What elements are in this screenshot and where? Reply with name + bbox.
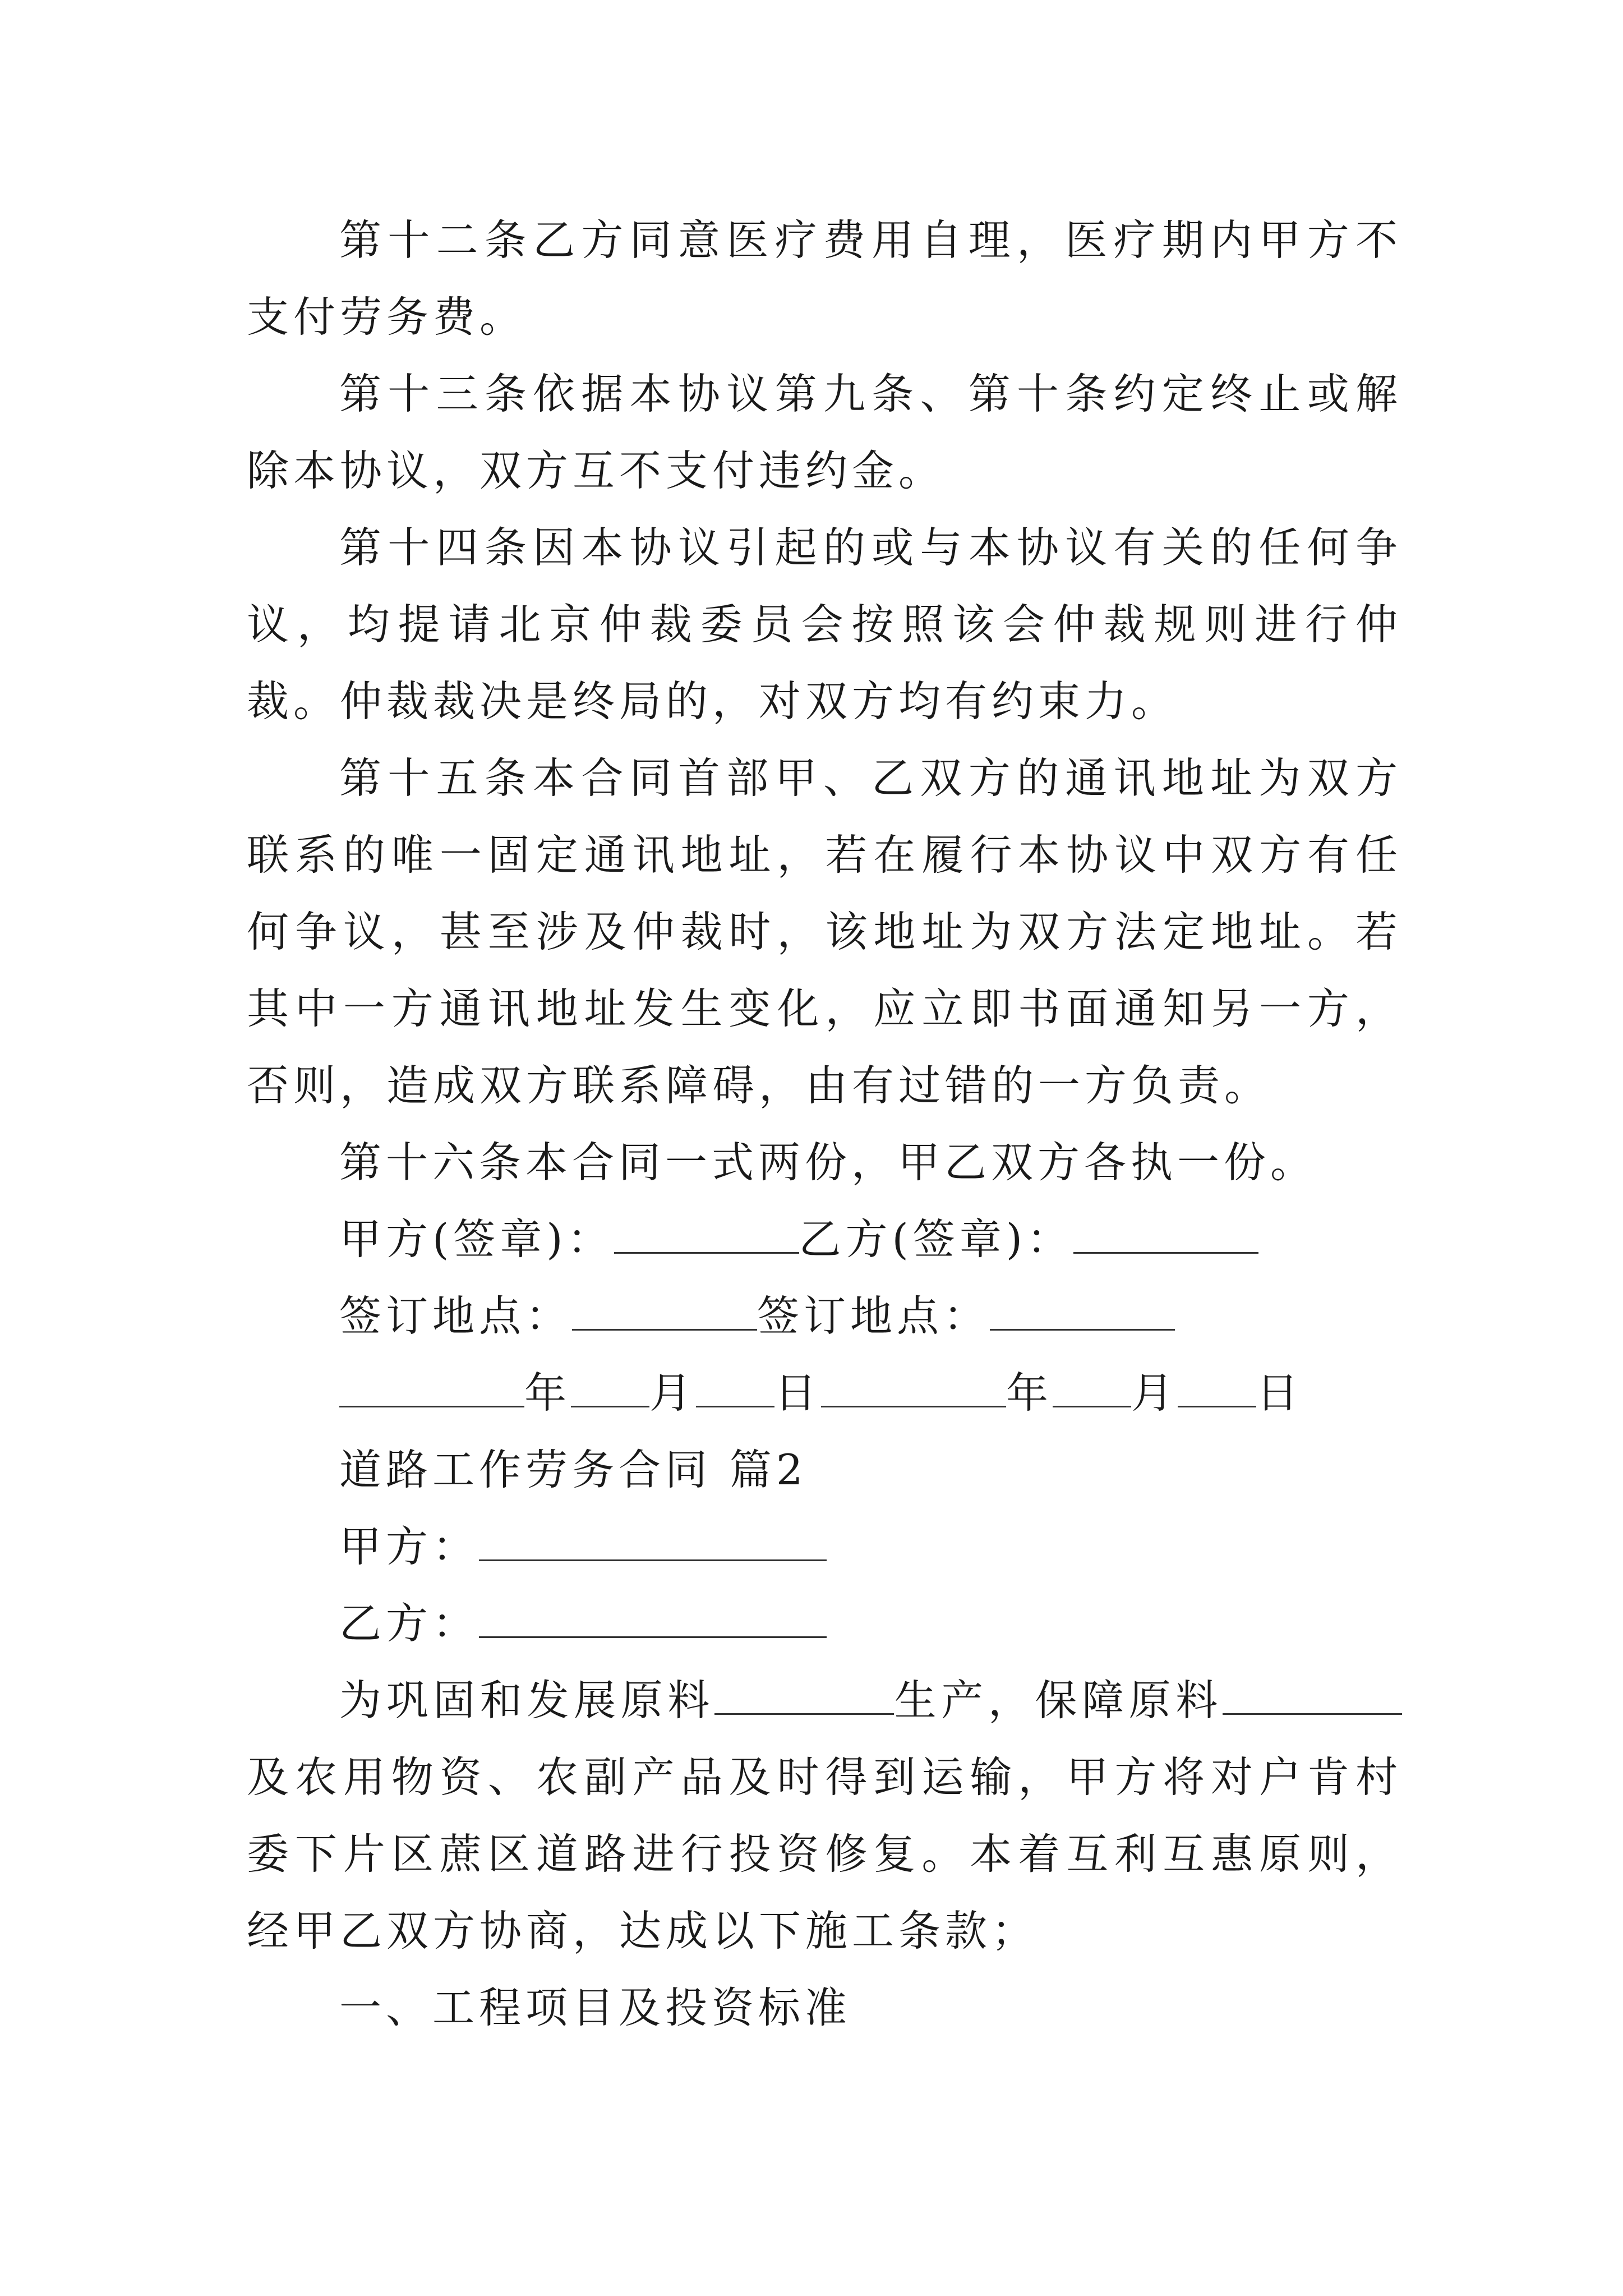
section-title: 道路工作劳务合同 篇2 <box>339 1445 808 1494</box>
year-label-a: 年 <box>524 1368 571 1418</box>
day-label-a: 日 <box>774 1368 822 1418</box>
party-b-label: 乙方： <box>339 1599 479 1648</box>
year-label-b: 年 <box>1006 1368 1053 1418</box>
party-b-blank <box>479 1597 827 1638</box>
year-blank-b <box>821 1366 1006 1407</box>
month-blank-b <box>1053 1366 1131 1407</box>
raw-material-blank-2 <box>1223 1674 1402 1715</box>
day-label-b: 日 <box>1256 1368 1303 1418</box>
intro-part-1: 为巩固和发展原料 <box>339 1676 714 1725</box>
year-blank-a <box>339 1366 524 1407</box>
signing-place-label-a: 签订地点： <box>339 1291 573 1341</box>
party-b-sign-blank <box>1073 1213 1258 1254</box>
party-a-sign-label: 甲方(签章)： <box>339 1214 614 1264</box>
heading-project-investment: 一、工程项目及投资标准 <box>339 1983 852 2032</box>
clause-16: 第十六条本合同一式两份，甲乙双方各执一份。 <box>339 1138 1317 1187</box>
signing-place-line <box>247 1278 1402 1355</box>
signing-place-label-b: 签订地点： <box>757 1291 990 1341</box>
month-blank-a <box>571 1366 649 1407</box>
party-b-sign-label: 乙方(签章)： <box>799 1214 1074 1264</box>
party-a-sign-blank <box>614 1213 799 1254</box>
month-label-b: 月 <box>1131 1368 1178 1418</box>
signing-place-blank-a <box>572 1290 757 1331</box>
intro-paragraph <box>247 1662 1402 1970</box>
intro-part-2: 生产，保障原料 <box>894 1676 1223 1725</box>
party-a-line <box>247 1508 1402 1585</box>
intro-part-3: 及农用物资、农副产品及时得到运输，甲方将对户肯村委下片区蔗区道路进行投资修复。本着互利互惠原则，经甲乙双方协商，达成以下施工条款； <box>247 1752 1402 1955</box>
clause-12: 第十二条乙方同意医疗费用自理，医疗期内甲方不支付劳务费。 <box>247 215 1402 342</box>
day-blank-b <box>1178 1366 1256 1407</box>
party-b-line <box>247 1585 1402 1662</box>
month-label-a: 月 <box>649 1368 697 1418</box>
date-line <box>247 1355 1402 1432</box>
clause-15: 第十五条本合同首部甲、乙双方的通讯地址为双方联系的唯一固定通讯地址，若在履行本协议中双方有任何争议，甚至涉及仲裁时，该地址为双方法定地址。若其中一方通讯地址发生变化，应立即书面通知另一方，否则，造成双方联系障碍，由有过错的一方负责。 <box>247 753 1402 1110</box>
day-blank-a <box>696 1366 774 1407</box>
document-page <box>247 202 1402 2046</box>
clause-14: 第十四条因本协议引起的或与本协议有关的任何争议，均提请北京仲裁委员会按照该会仲裁规则进行仲裁。仲裁裁决是终局的，对双方均有约束力。 <box>247 523 1402 726</box>
signing-place-blank-b <box>990 1290 1175 1331</box>
party-a-label: 甲方： <box>339 1522 479 1571</box>
raw-material-blank-1 <box>714 1674 894 1715</box>
clause-13: 第十三条依据本协议第九条、第十条约定终止或解除本协议，双方互不支付违约金。 <box>247 369 1402 495</box>
signature-line <box>247 1201 1402 1278</box>
party-a-blank <box>479 1520 827 1561</box>
